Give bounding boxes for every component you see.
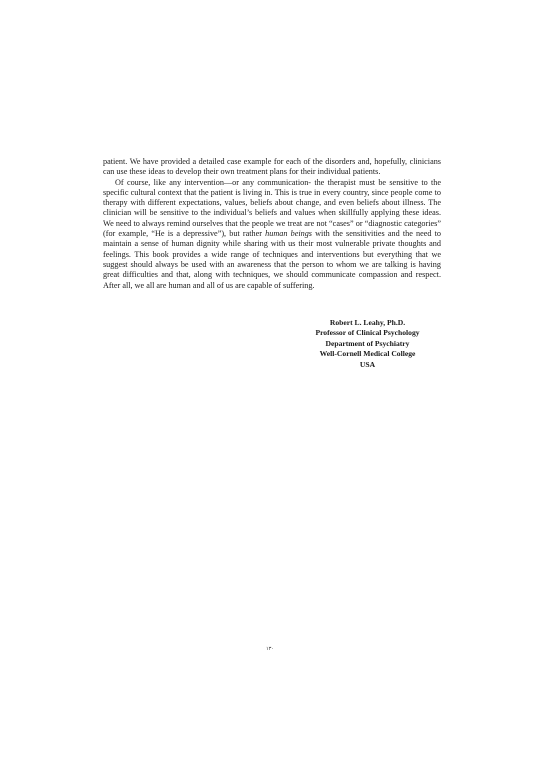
- body-text: [103, 157, 441, 291]
- author-institution: Well-Cornell Medical College: [319, 349, 416, 359]
- paragraph-2-text-start: Of course, like any intervention—or any communication- the therapist must be sensitive to the specific cultural context that the patient is living in. This is true in every country, since people come to therapy with different expectations, values, beliefs about change, and even beliefs about illness. The clinician will be sensitive to the individual’s beliefs and values when skillfully applying these ideas. We need to always remind ourselves that the people we treat are not “cases” or “diagnostic categories” (for example, “He is a depressive”), but rather: [103, 177, 441, 239]
- author-name: Robert L. Leahy, Ph.D.: [329, 318, 406, 327]
- author-title: Professor of Clinical Psychology: [315, 328, 420, 338]
- author-signature-block: [300, 318, 435, 370]
- paragraph-2: [103, 178, 441, 291]
- paragraph-2-emphasis: human beings: [265, 229, 312, 239]
- page-number: ١٣٠: [265, 647, 275, 652]
- paragraph-1: patient. We have provided a detailed case example for each of the disorders and, hopefully, clinicians can use these ideas to develop their own treatment plans for their individual patients.: [103, 157, 441, 177]
- paragraph-2-text-end: with the sensitivities and the need to maintain a sense of human dignity while sharing with us their most vulnerable private thoughts and feelings. This book provides a wide range of techniques and interventions but everything that we suggest should always be used with an awareness that the person to whom we are talking is having great difficulties and that, along with techniques, we should communicate compassion and respect. After all, we all are human and all of us are capable of suffering.: [103, 229, 441, 290]
- author-department: Department of Psychiatry: [325, 338, 410, 348]
- author-country: USA: [359, 359, 376, 369]
